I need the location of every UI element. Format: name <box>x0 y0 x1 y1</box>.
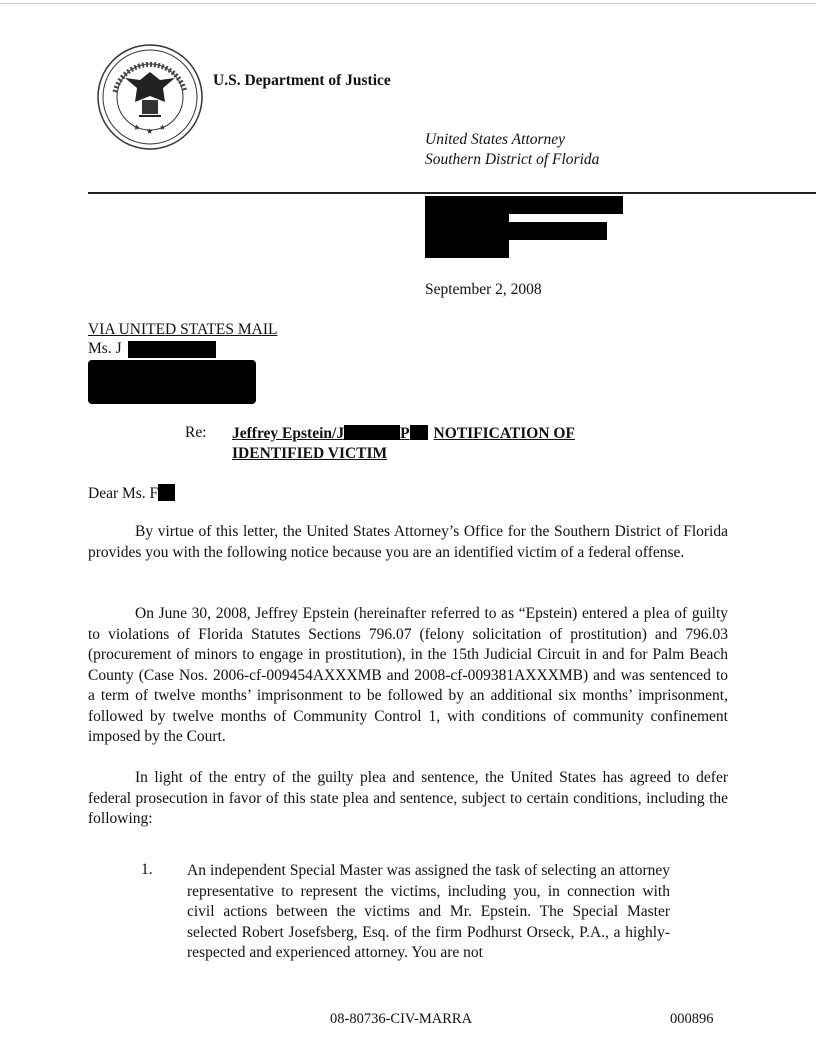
re-line-2: IDENTIFIED VICTIM <box>232 445 388 462</box>
office-line-1: United States Attorney <box>425 131 566 148</box>
re-line-1 <box>232 424 575 444</box>
addressee-name: Ms. J <box>88 340 122 357</box>
svg-text:★: ★ <box>133 123 141 132</box>
salutation <box>88 484 175 503</box>
svg-text:★: ★ <box>159 123 167 132</box>
paragraph-2: On June 30, 2008, Jeffrey Epstein (hereinafter referred to as “Epstein) entered a plea of guilty to violations of Florida Statutes Sections 796.07 (felony solicitation of prostitution) and 796.03 (procurement of minors to engage in prostitution), in the 15th Judicial Circuit in and for Palm Beach County (Case Nos. 2006-cf-009454AXXXMB and 2008-cf-009381AXXXMB) and was sentenced to a term of twelve months’ imprisonment to be followed by an additional six months’ imprisonment, followed by twelve months of Community Control 1, with conditions of community confinement imposed by the Court. <box>88 605 728 745</box>
doj-seal-icon <box>95 42 205 152</box>
redaction-block <box>425 212 509 258</box>
re-subject <box>232 424 575 464</box>
delivery-method: VIA UNITED STATES MAIL <box>88 321 278 338</box>
re-redaction <box>410 425 428 440</box>
paragraph-1: By virtue of this letter, the United States Attorney’s Office for the Southern District of Florida provides you with the following notice because you are an identified victim of a federal offense. <box>88 523 728 561</box>
re-line-1-c: NOTIFICATION OF <box>433 425 575 442</box>
salutation-text: Dear Ms. F <box>88 485 159 502</box>
department-name: U.S. Department of Justice <box>213 72 391 89</box>
paragraph-3: In light of the entry of the guilty plea and sentence, the United States has agreed to defer federal prosecution in favor of this state plea and sentence, subject to certain conditions, including the following: <box>88 769 728 827</box>
redaction-block <box>88 360 256 404</box>
list-item-number: 1. <box>141 861 153 878</box>
re-line-1-a: Jeffrey Epstein/J <box>232 425 345 442</box>
re-redaction <box>344 425 400 440</box>
letterhead-rule <box>88 192 816 194</box>
redaction-block <box>509 222 607 240</box>
re-line-1-b: P <box>400 425 410 442</box>
letter-date: September 2, 2008 <box>425 281 542 298</box>
office-block <box>425 130 599 170</box>
top-edge-line <box>0 3 816 4</box>
list-item-text: An independent Special Master was assigned the task of selecting an attorney representative to represent the victims, including you, in connection with civil actions between the victims and Mr. Epstein. The Special Master selected Robert Josefsberg, Esq. of the firm Podhurst Orseck, P.A., a highly-respected and experienced attorney. You are not <box>187 862 670 961</box>
re-label: Re: <box>185 424 207 441</box>
case-number: 08-80736-CIV-MARRA <box>330 1011 473 1027</box>
svg-text:★: ★ <box>146 127 154 136</box>
office-line-2: Southern District of Florida <box>425 151 600 168</box>
salutation-redaction <box>158 484 175 501</box>
redaction-block <box>128 341 216 358</box>
bates-number: 000896 <box>670 1011 714 1027</box>
